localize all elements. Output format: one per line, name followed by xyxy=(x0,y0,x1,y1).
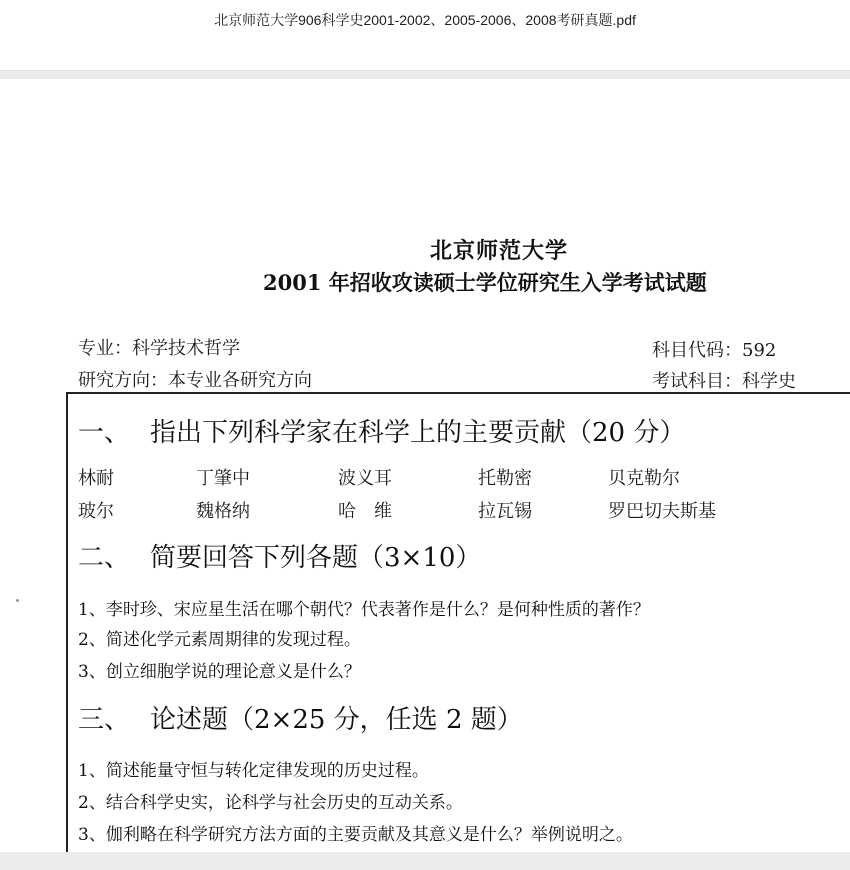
scan-speck xyxy=(16,599,19,602)
scientist-name: 波义耳 xyxy=(338,468,392,489)
scientist-name: 林耐 xyxy=(78,468,114,489)
question-item: 1、李时珍、宋应星生活在哪个朝代？代表著作是什么？是何种性质的著作？ xyxy=(78,600,650,620)
answer-frame-top xyxy=(66,392,850,394)
scientist-name: 贝克勒尔 xyxy=(608,468,680,489)
question-item: 2、简述化学元素周期律的发现过程。 xyxy=(78,630,361,650)
scientist-name: 哈 维 xyxy=(338,501,392,522)
direction-label: 研究方向：本专业各研究方向 xyxy=(78,370,312,391)
page-separator-bottom xyxy=(0,852,850,870)
subject-code-label: 科目代码：592 xyxy=(652,340,777,361)
section-3-title: 论述题（2×25 分，任选 2 题） xyxy=(150,705,523,735)
file-title: 北京师范大学906科学史2001-2002、2005-2006、2008考研真题.pdf xyxy=(214,12,636,28)
viewer-titlebar xyxy=(0,0,850,70)
question-item: 3、创立细胞学说的理论意义是什么？ xyxy=(78,662,361,682)
scientist-name: 魏格纳 xyxy=(196,501,250,522)
question-item: 2、结合科学史实，论科学与社会历史的互动关系。 xyxy=(78,793,463,813)
major-label: 专业：科学技术哲学 xyxy=(78,338,240,359)
section-1-title: 指出下列科学家在科学上的主要贡献（20 分） xyxy=(150,418,686,448)
answer-frame-left xyxy=(66,392,68,852)
section-2-heading xyxy=(78,537,481,574)
section-2-title: 简要回答下列各题（3×10） xyxy=(150,543,482,573)
document-page[interactable] xyxy=(0,79,850,852)
scientist-name: 拉瓦锡 xyxy=(478,501,532,522)
section-3-number: 三、 xyxy=(78,705,131,735)
question-item: 1、简述能量守恒与转化定律发现的历史过程。 xyxy=(78,761,429,781)
subject-label: 考试科目：科学史 xyxy=(652,371,796,392)
section-2-number: 二、 xyxy=(78,543,131,573)
section-1-number: 一、 xyxy=(78,418,131,448)
scientist-name: 丁肇中 xyxy=(196,468,250,489)
university-heading: 北京师范大学 xyxy=(430,238,569,264)
exam-title: 2001 年招收攻读硕士学位研究生入学考试试题 xyxy=(263,270,707,295)
page-separator-top xyxy=(0,70,850,79)
question-item: 3、伽利略在科学研究方法方面的主要贡献及其意义是什么？举例说明之。 xyxy=(78,825,633,845)
section-1-heading xyxy=(78,412,685,449)
scientist-name: 罗巴切夫斯基 xyxy=(608,501,716,522)
section-3-heading xyxy=(78,699,523,736)
scientist-name: 玻尔 xyxy=(78,501,114,522)
scientist-name: 托勒密 xyxy=(478,468,532,489)
